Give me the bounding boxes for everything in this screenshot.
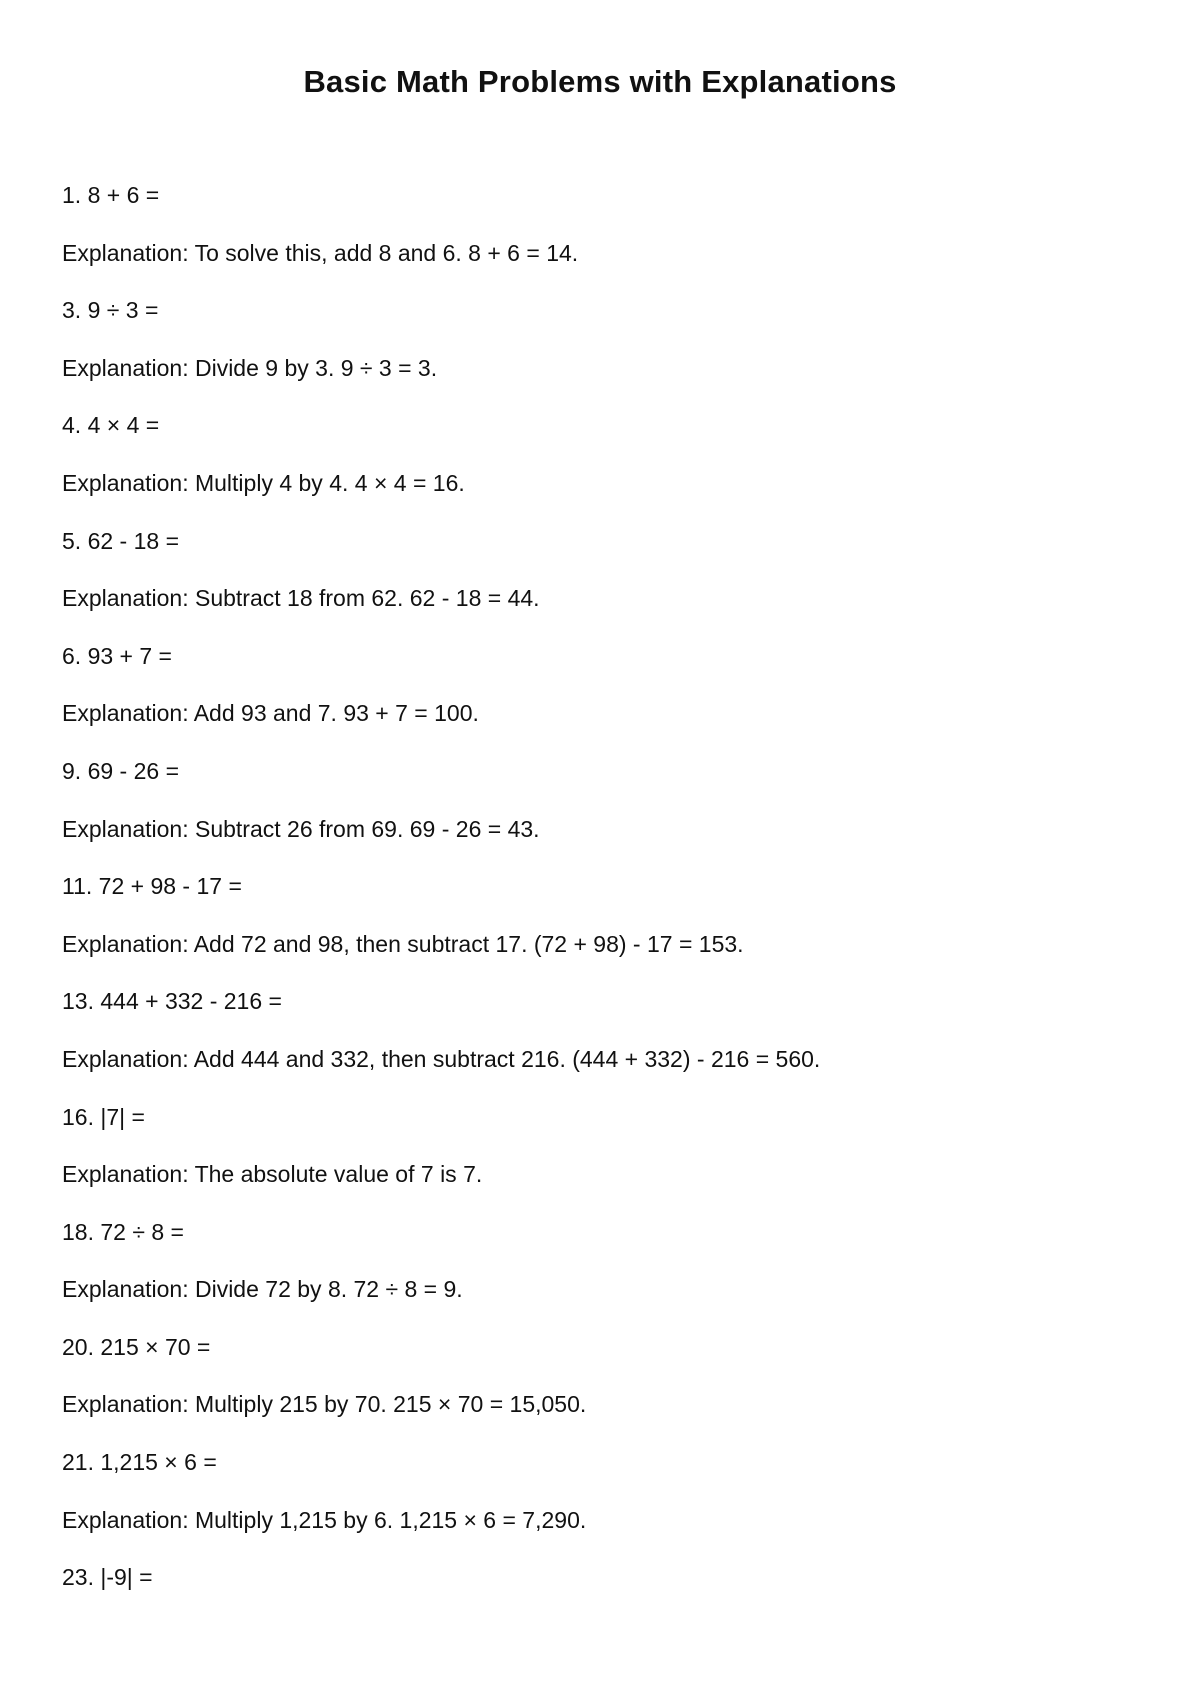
- problem-5: 5. 62 - 18 =: [62, 527, 179, 554]
- problem-4: 4. 4 × 4 =: [62, 412, 160, 439]
- explanation-16: Explanation: The absolute value of 7 is 7.: [62, 1161, 483, 1188]
- problem-16: 16. |7| =: [62, 1103, 145, 1130]
- explanation-21: Explanation: Multiply 1,215 by 6. 1,215 × 6 = 7,290.: [62, 1506, 587, 1533]
- explanation-6: Explanation: Add 93 and 7. 93 + 7 = 100.: [62, 700, 479, 727]
- explanation-5: Explanation: Subtract 18 from 62. 62 - 18 = 44.: [62, 585, 540, 612]
- explanation-13: Explanation: Add 444 and 332, then subtract 216. (444 + 332) - 216 = 560.: [62, 1045, 821, 1072]
- problem-3: 3. 9 ÷ 3 =: [62, 297, 159, 324]
- problem-1: 1. 8 + 6 =: [62, 182, 160, 208]
- explanation-11: Explanation: Add 72 and 98, then subtract 17. (72 + 98) - 17 = 153.: [62, 930, 744, 957]
- explanation-20: Explanation: Multiply 215 by 70. 215 × 70 = 15,050.: [62, 1391, 587, 1418]
- problem-6: 6. 93 + 7 =: [62, 642, 172, 669]
- problem-list: [62, 182, 1162, 1622]
- problem-23: 23. |-9| =: [62, 1564, 153, 1591]
- problem-21: 21. 1,215 × 6 =: [62, 1449, 217, 1476]
- explanation-18: Explanation: Divide 72 by 8. 72 ÷ 8 = 9.: [62, 1276, 463, 1303]
- explanation-3: Explanation: Divide 9 by 3. 9 ÷ 3 = 3.: [62, 354, 438, 381]
- problem-13: 13. 444 + 332 - 216 =: [62, 988, 282, 1015]
- problem-20: 20. 215 × 70 =: [62, 1333, 211, 1360]
- problem-18: 18. 72 ÷ 8 =: [62, 1218, 184, 1245]
- problem-11: 11. 72 + 98 - 17 =: [62, 873, 242, 900]
- document-title: Basic Math Problems with Explanations: [303, 64, 897, 99]
- explanation-9: Explanation: Subtract 26 from 69. 69 - 26 = 43.: [62, 815, 540, 842]
- explanation-1: Explanation: To solve this, add 8 and 6. 8 + 6 = 14.: [62, 239, 579, 266]
- problem-9: 9. 69 - 26 =: [62, 757, 179, 784]
- explanation-4: Explanation: Multiply 4 by 4. 4 × 4 = 16.: [62, 469, 465, 496]
